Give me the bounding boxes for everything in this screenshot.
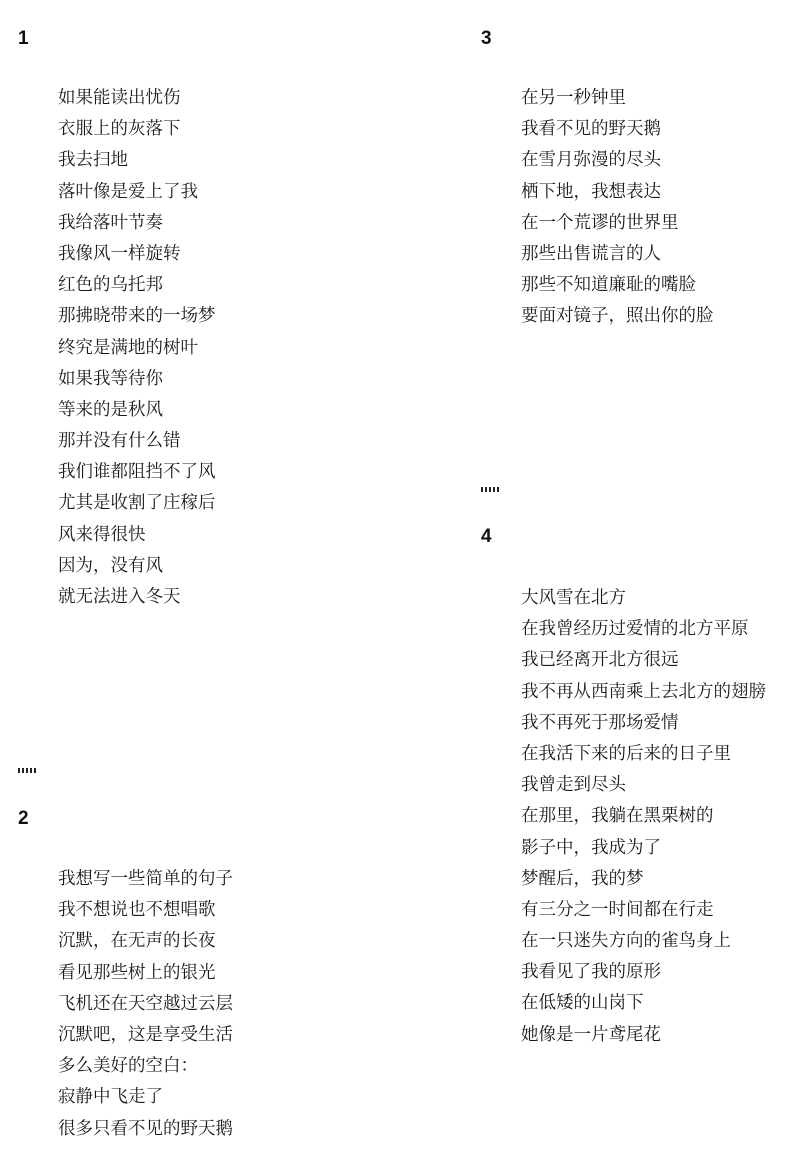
section-number-1: 1 xyxy=(18,28,29,49)
poem-line: 梦醒后，我的梦 xyxy=(521,868,644,889)
poem-line: 红色的乌托邦 xyxy=(58,275,163,296)
poem-line: 终究是满地的树叶 xyxy=(58,337,198,358)
poem-line: 我像风一样旋转 xyxy=(58,243,181,264)
poem-line: 我已经离开北方很远 xyxy=(521,650,679,671)
poem-line: 在另一秒钟里 xyxy=(521,88,626,108)
poem-line: 有三分之一时间都在行走 xyxy=(521,899,714,920)
poem-line: 那些出售谎言的人 xyxy=(521,243,661,264)
poem-line: 在一只迷失方向的雀鸟身上 xyxy=(521,931,731,952)
poem-line: 影子中，我成为了 xyxy=(521,837,661,858)
poem-line: 她像是一片鸢尾花 xyxy=(521,1024,661,1045)
poem-line: 沉默，在无声的长夜 xyxy=(58,931,216,952)
poem-line: 我去扫地 xyxy=(58,150,128,171)
poem-line: 尤其是收割了庄稼后 xyxy=(58,493,216,514)
poem-line: 因为，没有风 xyxy=(58,555,163,576)
poem-line: 飞机还在天空越过云层 xyxy=(58,993,233,1014)
poem-line: 落叶像是爱上了我 xyxy=(58,181,198,202)
poem-line: 我看不见的野天鹅 xyxy=(521,119,661,140)
poem-line: 在雪月弥漫的尽头 xyxy=(521,150,661,171)
poem-line: 要面对镜子，照出你的脸 xyxy=(521,306,714,327)
poem-line: 在我曾经历过爱情的北方平原 xyxy=(521,619,749,640)
poem-line: 在一个荒谬的世界里 xyxy=(521,212,679,233)
poem-section-4 xyxy=(521,583,766,1051)
poem-line: 我们谁都阻挡不了风 xyxy=(58,462,216,483)
section-number-2: 2 xyxy=(18,808,29,829)
poem-line: 多么美好的空白： xyxy=(58,1056,198,1077)
poem-line: 我给落叶节奏 xyxy=(58,212,163,233)
poem-line: 在那里，我躺在黑栗树的 xyxy=(521,806,714,827)
poem-line: 等来的是秋风 xyxy=(58,399,163,420)
poem-line: 衣服上的灰落下 xyxy=(58,119,181,140)
poem-line: 那并没有什么错 xyxy=(58,431,181,452)
section-number-3: 3 xyxy=(481,28,492,49)
poem-line: 在低矮的山岗下 xyxy=(521,993,644,1014)
poem-line: 我不再死于那场爱情 xyxy=(521,712,679,733)
poem-line: 那拂晓带来的一场梦 xyxy=(58,306,216,327)
section-divider xyxy=(481,487,499,492)
poem-section-1 xyxy=(58,83,216,613)
poem-line: 很多只看不见的野天鹅 xyxy=(58,1118,233,1139)
section-number-4: 4 xyxy=(481,526,492,547)
poem-line: 大风雪在北方 xyxy=(521,588,626,608)
poem-line: 我想写一些简单的句子 xyxy=(58,869,233,889)
section-divider xyxy=(18,768,36,773)
poem-line: 我曾走到尽头 xyxy=(521,775,626,796)
poem-line: 我不想说也不想唱歌 xyxy=(58,900,216,921)
poem-line: 沉默吧，这是享受生活 xyxy=(58,1024,233,1045)
poem-line: 如果能读出忧伤 xyxy=(58,88,181,108)
poem-line: 那些不知道廉耻的嘴脸 xyxy=(521,275,696,296)
poem-line: 栖下地，我想表达 xyxy=(521,181,661,202)
poem-section-3 xyxy=(521,83,714,333)
poem-line: 就无法进入冬天 xyxy=(58,587,181,607)
poem-line: 看见那些树上的银光 xyxy=(58,962,216,983)
poem-line: 风来得很快 xyxy=(58,524,146,545)
poem-line: 我看见了我的原形 xyxy=(521,962,661,983)
poem-line: 在我活下来的后来的日子里 xyxy=(521,743,731,764)
poem-line: 如果我等待你 xyxy=(58,368,163,389)
poem-line: 寂静中飞走了 xyxy=(58,1087,163,1108)
poem-section-2 xyxy=(58,864,233,1145)
poem-line: 我不再从西南乘上去北方的翅膀 xyxy=(521,681,766,702)
